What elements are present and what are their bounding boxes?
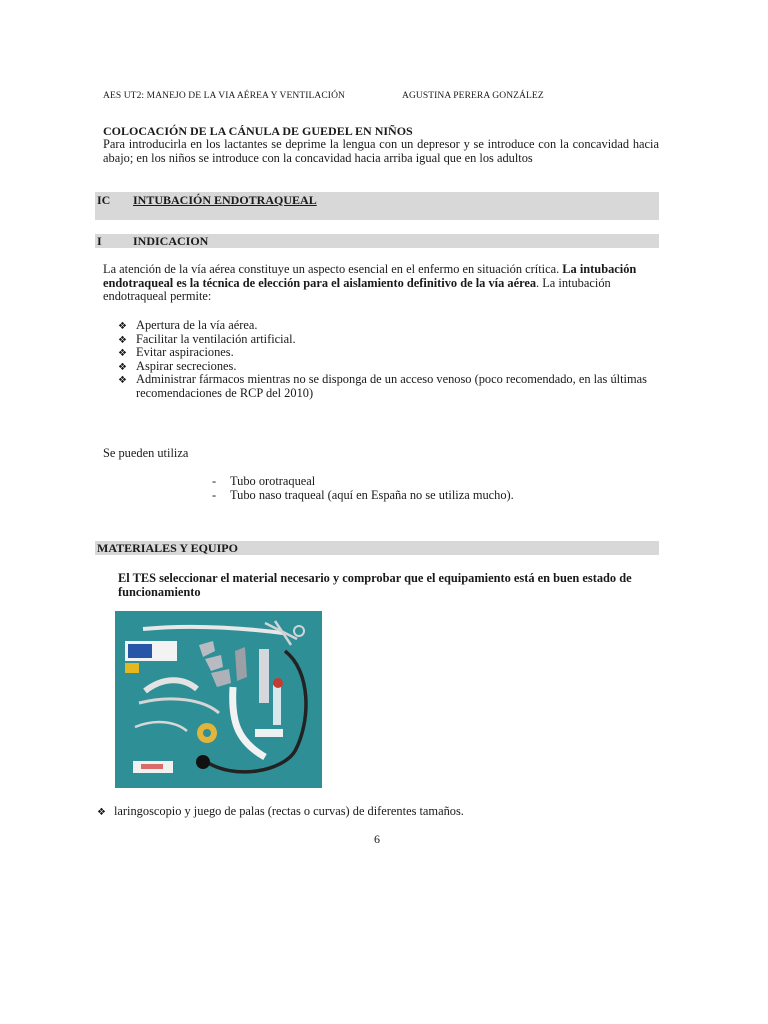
list-item-text: Tubo naso traqueal (aquí en España no se utiliza mucho).	[230, 488, 514, 502]
tes-paragraph: El TES seleccionar el material necesario y comprobar que el equipamiento está en buen estado de funcionamiento	[118, 571, 632, 599]
diamond-bullet-icon: ❖	[118, 321, 127, 332]
list-item	[212, 474, 514, 488]
guedel-paragraph: Para introducirla en los lactantes se deprime la lengua con un depresor y se introduce con la concavidad hacia abajo; en los niños se introduce con la concavidad hacia arriba igual que en los adultos	[103, 137, 659, 165]
list-item-text: Facilitar la ventilación artificial.	[136, 331, 296, 346]
diamond-bullet-icon: ❖	[118, 348, 127, 360]
section-ic-label: INTUBACIÓN ENDOTRAQUEAL	[133, 193, 317, 207]
utiliza-text: Se pueden utiliza	[103, 446, 189, 460]
list-item	[118, 360, 658, 374]
section-ic-code: IC	[97, 193, 111, 207]
list-item-text: Aspirar secreciones.	[136, 358, 237, 373]
header-right: AGUSTINA PERERA GONZÁLEZ	[402, 91, 544, 101]
list-item-text: Tubo orotraqueal	[230, 474, 316, 488]
indicacion-paragraph	[103, 263, 659, 304]
list-item-text: Administrar fármacos mientras no se disponga de un acceso venoso (poco recomendado, en las últimas recomendaciones de RCP del 2010)	[136, 372, 647, 400]
header-left: AES UT2: MANEJO DE LA VIA AÉREA Y VENTILACIÓN	[103, 91, 345, 101]
indicacion-list	[118, 319, 658, 401]
section-i-label: INDICACION	[133, 234, 209, 248]
section-i-code: I	[97, 234, 102, 248]
list-item	[118, 373, 658, 400]
list-item	[118, 319, 658, 333]
intubation-equipment-illustration	[115, 611, 322, 788]
dash-bullet: -	[212, 488, 217, 502]
materiales-label: MATERIALES Y EQUIPO	[97, 541, 238, 555]
laringoscopio-text: laringoscopio y juego de palas (rectas o curvas) de diferentes tamaños.	[113, 804, 464, 818]
guedel-title: COLOCACIÓN DE LA CÁNULA DE GUEDEL EN NIÑOS	[103, 124, 413, 138]
diamond-bullet-icon: ❖	[118, 334, 127, 346]
diamond-bullet-icon: ❖	[118, 361, 127, 373]
list-item-text: Apertura de la vía aérea.	[136, 318, 258, 332]
list-item	[212, 488, 514, 502]
diamond-bullet-icon: ❖	[97, 807, 106, 818]
diamond-bullet-icon: ❖	[118, 375, 127, 387]
list-item-text: Evitar aspiraciones.	[136, 345, 234, 360]
indicacion-text-bold: La intubación endotraqueal es la técnica de elección para el aislamiento definitivo de la vía aérea	[103, 262, 637, 290]
list-item	[118, 333, 658, 347]
page-number: 6	[374, 832, 380, 846]
indicacion-text-2: . La intubación endotraqueal permite:	[103, 275, 611, 303]
tube-list	[212, 474, 514, 502]
list-item	[118, 346, 658, 360]
indicacion-text-1: La atención de la vía aérea constituye un aspecto esencial en el enfermo en situación crítica.	[103, 262, 563, 276]
laringoscopio-bullet	[97, 804, 464, 819]
equipment-photo	[115, 611, 322, 788]
dash-bullet: -	[212, 474, 217, 488]
